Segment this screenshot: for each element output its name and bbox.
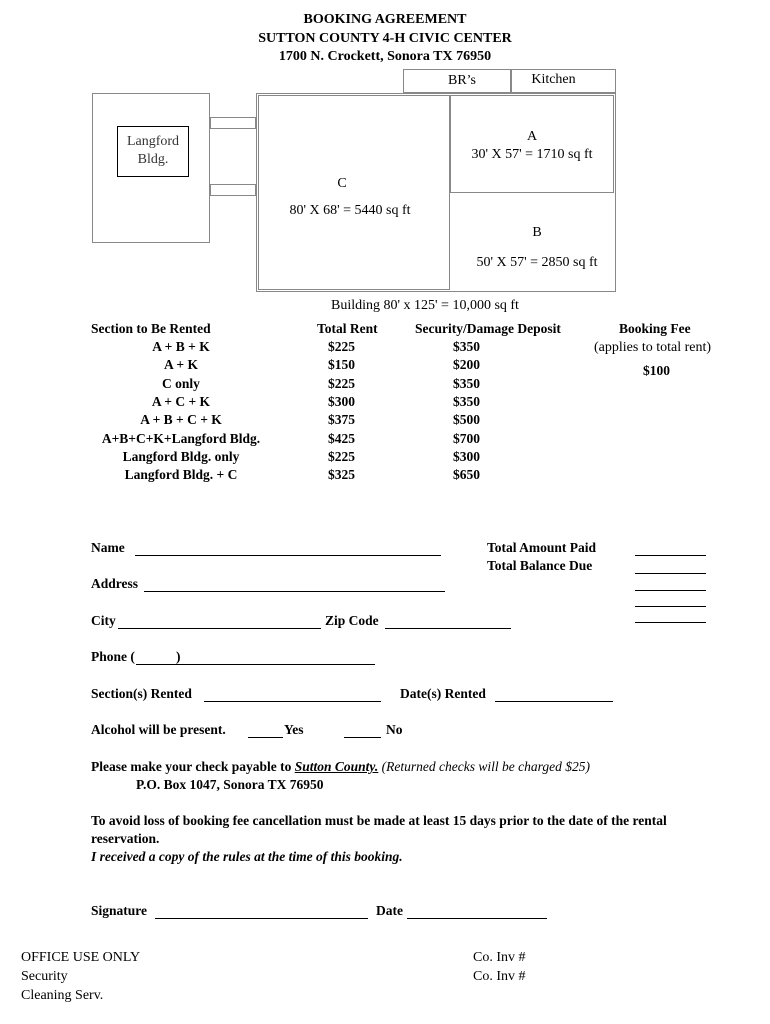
organization-address: 1700 N. Crockett, Sonora TX 76950 (278, 49, 492, 64)
pricing-row-deposit: $350 (453, 339, 480, 354)
fee-value: $100 (643, 363, 670, 378)
langford-label-line2: Bldg. (137, 152, 169, 167)
pricing-row-rent: $375 (328, 412, 355, 428)
walkway-top (210, 117, 256, 129)
pricing-row-deposit: $350 (453, 375, 480, 391)
pricing-row-deposit: $700 (453, 430, 480, 446)
header-section: Section to Be Rented (91, 321, 211, 336)
pricing-row-rent: $150 (328, 357, 355, 373)
pricing-row-section: C only (162, 375, 200, 391)
name-label: Name (91, 540, 125, 555)
header-fee: Booking Fee (619, 321, 691, 336)
signature-date-field[interactable] (407, 918, 547, 919)
phone-label: Phone ( (91, 649, 135, 664)
payment-prefix: Please make your check payable to (91, 759, 292, 774)
payment-payee: Sutton County. (294, 759, 379, 774)
pricing-row-section: A+B+C+K+Langford Bldg. (101, 430, 261, 446)
kitchen-label: Kitchen (531, 72, 576, 87)
section-a-letter: A (526, 129, 538, 144)
address-label: Address (91, 576, 139, 591)
langford-label-line1: Langford (126, 134, 180, 149)
walkway-bottom (210, 184, 256, 196)
section-c-letter: C (337, 176, 347, 191)
section-c (258, 95, 450, 290)
phone-field[interactable] (136, 664, 375, 665)
alcohol-label: Alcohol will be present. (91, 722, 226, 737)
payment-note: (Returned checks will be charged $25) (381, 759, 590, 774)
office-security: Security (21, 969, 68, 984)
pricing-row-section: A + K (164, 357, 198, 373)
pricing-row-section: A + C + K (151, 393, 211, 409)
header-deposit: Security/Damage Deposit (415, 321, 561, 336)
building-size: Building 80' x 125' = 10,000 sq ft (331, 298, 519, 313)
signature-date-label: Date (376, 903, 403, 918)
pricing-row-section: Langford Bldg. + C (124, 467, 238, 483)
alcohol-no-field[interactable] (344, 737, 381, 738)
pricing-row-rent: $225 (328, 339, 355, 354)
pricing-row-section: A + B + K (152, 339, 210, 354)
pricing-row-deposit: $200 (453, 357, 480, 373)
cancellation-line2: reservation. (91, 831, 160, 846)
alcohol-yes-field[interactable] (248, 737, 283, 738)
section-b-size: 50' X 57' = 2850 sq ft (476, 255, 598, 270)
restrooms-label: BR’s (447, 73, 476, 88)
dates-rented-label: Date(s) Rented (400, 686, 486, 701)
city-label: City (91, 613, 116, 628)
pricing-row-deposit: $500 (453, 412, 480, 428)
office-inv-2: Co. Inv # (473, 969, 526, 984)
address-field[interactable] (144, 591, 445, 592)
cancellation-line1: To avoid loss of booking fee cancellation must be made at least 15 days prior to the date of the rental (91, 813, 667, 828)
section-c-size: 80' X 68' = 5440 sq ft (289, 203, 411, 218)
fee-note: (applies to total rent) (594, 340, 712, 355)
sections-rented-label: Section(s) Rented (91, 686, 192, 701)
office-cleaning: Cleaning Serv. (21, 988, 104, 1003)
office-inv-1: Co. Inv # (473, 950, 526, 965)
pricing-row-section: A + B + C + K (140, 412, 222, 428)
pricing-row-section: Langford Bldg. only (122, 448, 240, 464)
zip-field[interactable] (385, 628, 511, 629)
document-title: BOOKING AGREEMENT (303, 12, 467, 27)
alcohol-no-label: No (386, 722, 403, 737)
alcohol-yes-label: Yes (284, 722, 304, 737)
phone-paren: ) (176, 649, 181, 664)
sections-rented-field[interactable] (204, 701, 381, 702)
pricing-row-deposit: $350 (453, 393, 480, 409)
total-paid-field[interactable] (635, 555, 706, 556)
extra-line-2[interactable] (635, 606, 706, 607)
pricing-row-rent: $425 (328, 430, 355, 446)
pricing-row-rent: $325 (328, 467, 355, 483)
city-field[interactable] (118, 628, 321, 629)
balance-due-field[interactable] (635, 573, 706, 574)
dates-rented-field[interactable] (495, 701, 613, 702)
payment-po-box: P.O. Box 1047, Sonora TX 76950 (136, 777, 324, 792)
pricing-row-rent: $225 (328, 375, 355, 391)
pricing-row-rent: $300 (328, 393, 355, 409)
pricing-row-rent: $225 (328, 448, 355, 464)
pricing-row-deposit: $650 (453, 467, 480, 483)
header-rent: Total Rent (317, 321, 378, 336)
rules-acknowledgement: I received a copy of the rules at the time of this booking. (91, 849, 403, 864)
organization-name: SUTTON COUNTY 4-H CIVIC CENTER (258, 31, 512, 46)
pricing-row-deposit: $300 (453, 448, 480, 464)
payment-line (91, 759, 590, 775)
name-field[interactable] (135, 555, 441, 556)
balance-due-label: Total Balance Due (487, 558, 593, 573)
section-a-size: 30' X 57' = 1710 sq ft (471, 147, 593, 162)
kitchen-area (511, 69, 616, 93)
section-b-letter: B (532, 225, 542, 240)
extra-line-1[interactable] (635, 590, 706, 591)
extra-line-3[interactable] (635, 622, 706, 623)
langford-label-box (117, 126, 189, 177)
zip-label: Zip Code (325, 613, 379, 628)
office-use-title: OFFICE USE ONLY (21, 950, 141, 965)
total-paid-label: Total Amount Paid (487, 540, 597, 555)
signature-field[interactable] (155, 918, 368, 919)
signature-label: Signature (91, 903, 148, 918)
